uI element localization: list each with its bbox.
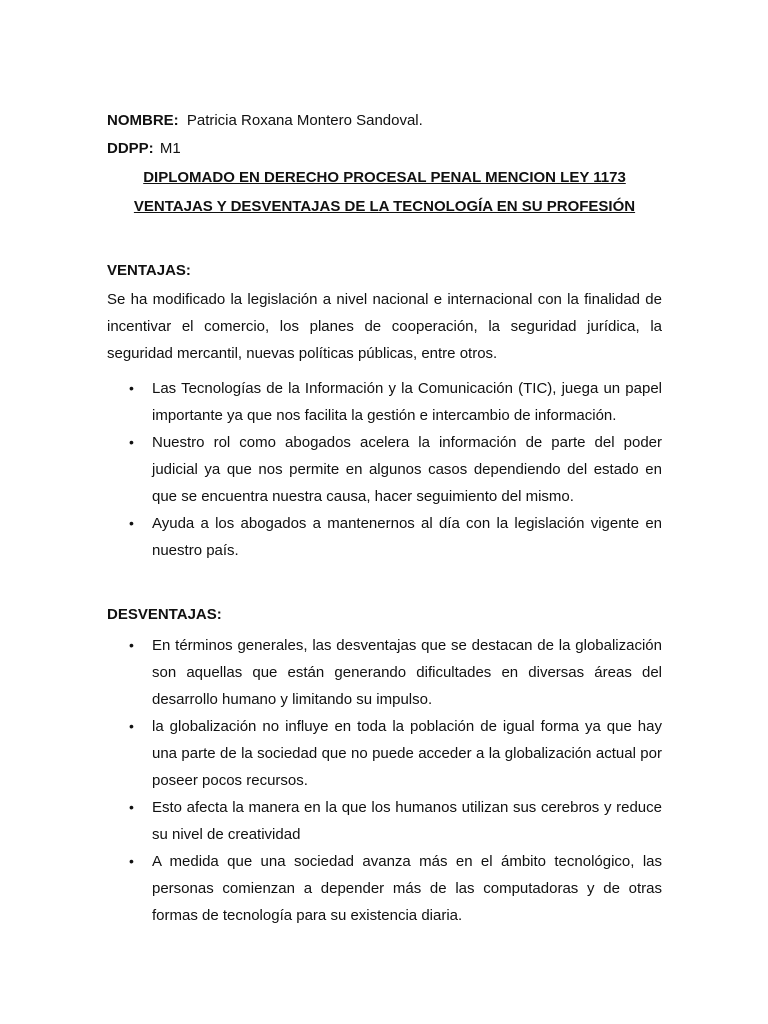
list-item-text: la globalización no influye en toda la población de igual forma ya que hay una parte de la sociedad que no puede acceder a la globalización actual por poseer pocos recursos. (152, 718, 662, 789)
list-item-text: En términos generales, las desventajas que se destacan de la globalización son aquellas que están generando dificultades en diversas áreas del desarrollo humano y limitando su impulso. (152, 637, 662, 708)
course-title: DIPLOMADO EN DERECHO PROCESAL PENAL MENCION LEY 1173 (143, 169, 626, 186)
bullet-icon: • (129, 853, 134, 869)
bullet-icon: • (129, 718, 134, 734)
list-item-text: Ayuda a los abogados a mantenernos al día con la legislación vigente en nuestro país. (152, 515, 662, 559)
list-item (107, 794, 662, 848)
bullet-icon: • (129, 799, 134, 815)
list-item-text: Nuestro rol como abogados acelera la información de parte del poder judicial ya que nos permite en algunos casos dependiendo del estado en que se encuentra nuestra causa, hacer seguimiento del mismo. (152, 434, 662, 505)
list-item (107, 510, 662, 564)
bullet-icon: • (129, 637, 134, 653)
ddpp-label: DDPP: (107, 140, 154, 157)
list-item (107, 429, 662, 510)
ventajas-intro: Se ha modificado la legislación a nivel nacional e internacional con la finalidad de incentivar el comercio, los planes de cooperación, la seguridad jurídica, la seguridad mercantil, nuevas políticas públicas, entre otros. (107, 291, 662, 362)
list-item (107, 632, 662, 713)
list-item (107, 713, 662, 794)
list-item (107, 848, 662, 929)
list-item-text: A medida que una sociedad avanza más en el ámbito tecnológico, las personas comienzan a depender más de las computadoras y de otras formas de tecnología para su existencia diaria. (152, 853, 662, 924)
topic-title: VENTAJAS Y DESVENTAJAS DE LA TECNOLOGÍA EN SU PROFESIÓN (133, 198, 636, 215)
bullet-icon: • (129, 515, 134, 531)
nombre-value: Patricia Roxana Montero Sandoval. (186, 112, 423, 129)
ventajas-heading: VENTAJAS: (107, 262, 191, 279)
nombre-line (107, 108, 662, 134)
ddpp-line (107, 136, 662, 162)
bullet-icon: • (129, 434, 134, 450)
list-item-text: Las Tecnologías de la Información y la Comunicación (TIC), juega un papel importante ya que nos facilita la gestión e intercambio de información. (152, 380, 662, 424)
nombre-label: NOMBRE: (107, 112, 179, 129)
list-item (107, 375, 662, 429)
document-page (107, 108, 662, 929)
list-item-text: Esto afecta la manera en la que los humanos utilizan sus cerebros y reduce su nivel de creatividad (152, 799, 662, 843)
bullet-icon: • (129, 380, 134, 396)
ddpp-value: M1 (159, 140, 181, 157)
ventajas-list (107, 375, 662, 564)
desventajas-heading: DESVENTAJAS: (107, 606, 222, 623)
desventajas-list (107, 632, 662, 929)
